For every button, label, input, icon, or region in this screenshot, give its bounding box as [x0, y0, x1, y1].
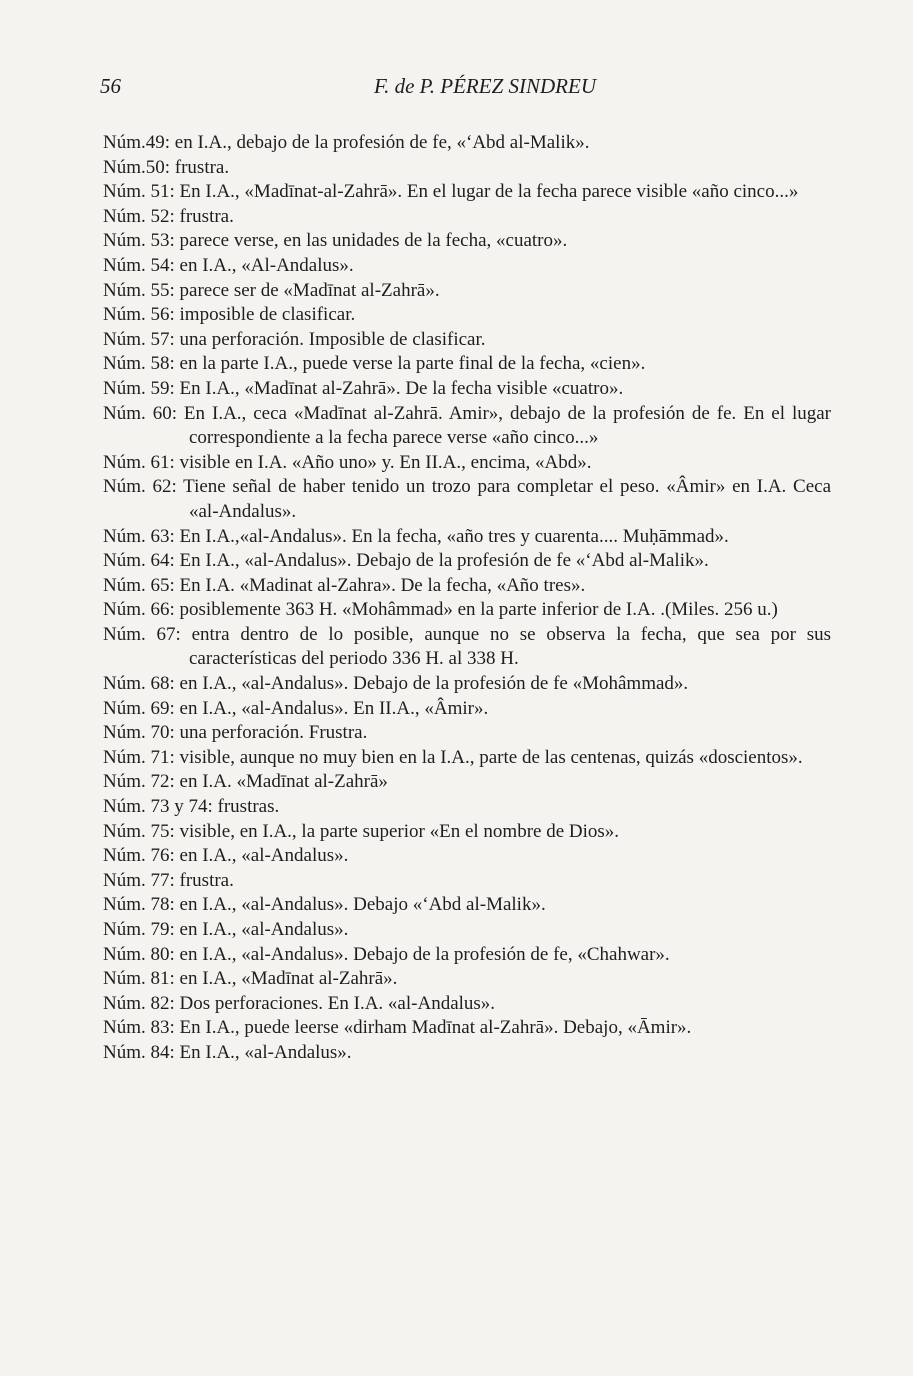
- entry-49: Núm.49: en I.A., debajo de la profesión de fe, «‘Abd al-Malik».: [103, 132, 590, 153]
- entry-62: Núm. 62: Tiene señal de haber tenido un trozo para completar el peso. «Âmir» en I.A. Ceca «al-Andalus».: [103, 476, 831, 522]
- entry-64: Núm. 64: En I.A., «al-Andalus». Debajo de la profesión de fe «‘Abd al-Malik».: [103, 550, 709, 572]
- running-title: F. de P. PÉREZ SINDREU: [373, 74, 597, 98]
- entry-50: Núm.50: frustra.: [103, 156, 230, 178]
- entry-67: Núm. 67: entra dentro de lo posible, aunque no se observa la fecha, que sea por sus características del periodo 336 H. al 338 H.: [103, 623, 831, 670]
- entry-82: Núm. 82: Dos perforaciones. En I.A. «al-Andalus».: [103, 992, 496, 1014]
- entry-80: Núm. 80: en I.A., «al-Andalus». Debajo de la profesión de fe, «Chahwar».: [103, 943, 670, 965]
- running-head: [100, 74, 830, 104]
- entry-71: Núm. 71: visible, aunque no muy bien en la I.A., parte de las centenas, quizás «doscientos».: [103, 746, 803, 768]
- entry-55: Núm. 55: parece ser de «Madīnat al-Zahrā».: [103, 279, 440, 301]
- entry-79: Núm. 79: en I.A., «al-Andalus».: [103, 919, 349, 940]
- entry-68: Núm. 68: en I.A., «al-Andalus». Debajo de la profesión de fe «Mohâmmad».: [103, 673, 689, 695]
- entry-76: Núm. 76: en I.A., «al-Andalus».: [103, 845, 349, 867]
- page-number: 56: [100, 74, 121, 98]
- entry-75: Núm. 75: visible, en I.A., la parte superior «En el nombre de Dios».: [103, 820, 620, 842]
- entry-70: Núm. 70: una perforación. Frustra.: [103, 722, 368, 744]
- entry-63: Núm. 63: En I.A.,«al-Andalus». En la fecha, «año tres y cuarenta.... Muḥāmmad».: [103, 525, 729, 547]
- entry-53: Núm. 53: parece verse, en las unidades de la fecha, «cuatro».: [103, 230, 568, 252]
- catalogue-entries: [103, 131, 831, 1066]
- entry-73-74: Núm. 73 y 74: frustras.: [103, 796, 280, 818]
- entry-52: Núm. 52: frustra.: [103, 205, 234, 227]
- entry-65: Núm. 65: En I.A. «Madinat al-Zahra». De la fecha, «Año tres».: [103, 574, 586, 596]
- entry-60: Núm. 60: En I.A., ceca «Madīnat al-Zahrā. Amir», debajo de la profesión de fe. En el lugar correspondiente a la fecha parece verse «año cinco...»: [103, 402, 831, 449]
- entry-83: Núm. 83: En I.A., puede leerse «dirham Madīnat al-Zahrā». Debajo, «Āmir».: [103, 1017, 692, 1039]
- entry-58: Núm. 58: en la parte I.A., puede verse la parte final de la fecha, «cien».: [103, 353, 646, 375]
- entry-54: Núm. 54: en I.A., «Al-Andalus».: [103, 254, 354, 276]
- entry-78: Núm. 78: en I.A., «al-Andalus». Debajo «‘Abd al-Malik».: [103, 894, 546, 916]
- entry-56: Núm. 56: imposible de clasificar.: [103, 304, 356, 326]
- entry-57: Núm. 57: una perforación. Imposible de clasificar.: [103, 328, 486, 350]
- entry-69: Núm. 69: en I.A., «al-Andalus». En II.A., «Âmir».: [103, 697, 489, 719]
- entry-59: Núm. 59: En I.A., «Madīnat al-Zahrā». De la fecha visible «cuatro».: [103, 377, 624, 399]
- entry-51: Núm. 51: En I.A., «Madīnat-al-Zahrā». En el lugar de la fecha parece visible «año cinco...»: [103, 181, 799, 203]
- entry-84: Núm. 84: En I.A., «al-Andalus».: [103, 1041, 352, 1063]
- entry-77: Núm. 77: frustra.: [103, 869, 234, 891]
- entry-66: Núm. 66: posiblemente 363 H. «Mohâmmad» en la parte inferior de I.A. .(Miles. 256 u.): [103, 599, 778, 621]
- entry-81: Núm. 81: en I.A., «Madīnat al-Zahrā».: [103, 968, 398, 990]
- entry-72: Núm. 72: en I.A. «Madīnat al-Zahrā»: [103, 771, 388, 793]
- entry-61: Núm. 61: visible en I.A. «Año uno» y. En II.A., encima, «Abd».: [103, 451, 592, 473]
